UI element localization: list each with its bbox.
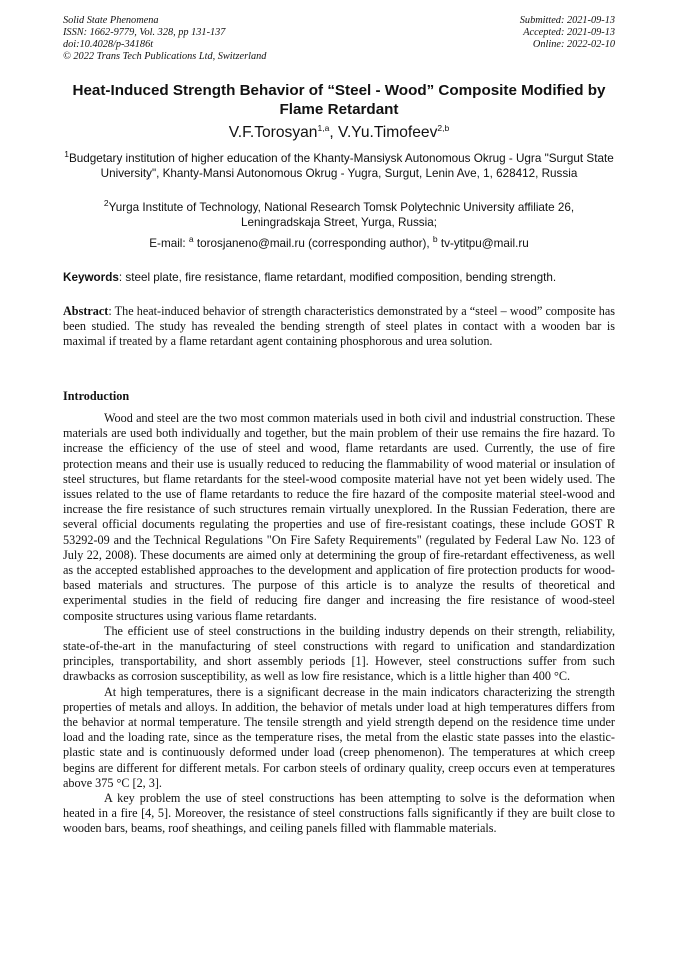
journal-doi: doi:10.4028/p-34186t — [63, 39, 154, 50]
affiliation-1-mark: 1 — [64, 149, 70, 160]
abstract-label: Abstract — [63, 304, 109, 318]
abstract — [63, 304, 615, 350]
journal-name: Solid State Phenomena — [63, 15, 159, 26]
email-a: torosjaneno@mail.ru (corresponding author), — [193, 237, 433, 250]
section-heading-introduction: Introduction — [63, 389, 130, 403]
author-2-affiliation-mark: 2,b — [437, 122, 450, 133]
affiliation-2-mark: 2 — [103, 198, 109, 209]
journal-header-right — [520, 15, 615, 51]
submitted-date: Submitted: 2021-09-13 — [519, 15, 615, 26]
keywords-text: : steel plate, fire resistance, flame retardant, modified composition, bending strength. — [118, 271, 557, 284]
keywords-label: Keywords — [63, 271, 119, 284]
paper-title: Heat-Induced Strength Behavior of “Steel - Wood” Composite Modified by Flame Retardant — [72, 82, 606, 118]
journal-copyright: © 2022 Trans Tech Publications Ltd, Switzerland — [63, 51, 267, 62]
paragraph: A key problem the use of steel constructions has been attempting to solve is the deformation when heated in a fire [4, 5]. Moreover, the resistance of steel constructions falls significantly if they are built close to wooden bars, beams, roof sheathings, and ceiling panels filled with flammable materials. — [63, 791, 615, 836]
paragraph: At high temperatures, there is a significant decrease in the main indicators characterizing the strength properties of metals and alloys. In addition, the behavior of metals under load at high temperatures differs from the behavior at normal temperature. The tensile strength and yield strength depend on the residence time under load and the loading rate, since as the temperature rises, the metal from the elastic state passes into the elastic-plastic state and is continuously deformed under load (creep phenomenon). The temperatures at which creep begins are different for different metals. For carbon steels of ordinary quality, creep occurs even at temperatures above 375 °C [2, 3]. — [63, 684, 615, 790]
email-b-mark: b — [432, 234, 438, 245]
email-a-mark: a — [188, 234, 194, 245]
affiliation-2-text: Yurga Institute of Technology, National Research Tomsk Polytechnic University affiliate 26, Leningradskaja Street, Yurga, Russia; — [108, 201, 575, 229]
paragraph: The efficient use of steel constructions in the building industry depends on their strength, reliability, state-of-the-art in the manufacturing of steel constructions with regard to unification and standardization principles, transportability, and short assembly periods [1]. However, steel constructions suffer from such drawbacks as corrosion susceptibility, as well as low fire resistance, which is a little higher than 400 °C. — [63, 623, 615, 684]
introduction-body — [63, 411, 615, 837]
abstract-text: : The heat-induced behavior of strength characteristics demonstrated by a “steel – wood” composite has been studied. The study has revealed the bending strength of steel plates in contact with a wooden bar is maximal if treated by a flame retardant agent containing phosphorous and urea solution. — [63, 304, 615, 349]
paragraph: Wood and steel are the two most common materials used in both civil and industrial construction. These materials are used both individually and together, but the main problem of their use remains the fire hazard. To increase the efficiency of the use of steel and wood, flame retardants are used. Currently, the use of fire protection means and their use is usually reduced to reducing the flammability of wood material or insulation of steel structures, but flame retardants for the steel-wood composite material have not yet been widely used. The issues related to the use of flame retardants to reduce the fire hazard of the composite material steel-wood and increase the fire resistance of such structures remain virtually unexplored. In the Russian Federation, there are several official documents regulating the properties and use of fire-resistant coatings, these include GOST R 53292-09 and the Technical Regulations "On Fire Safety Requirements" (regulated by Federal Law No. 123 of July 22, 2008). These documents are aimed only at determining the group of fire-retardant effectiveness, as well as the accepted established approaches to the development and application of fire protection products for wood-based materials and structures. The purpose of this article is to analyze the results of theoretical and experimental studies in the field of reducing fire danger and increasing the fire resistance of wood-steel composite structures using various flame retardants. — [63, 411, 615, 623]
affiliation-1 — [63, 151, 615, 181]
author-2: V.Yu.Timofeev — [337, 124, 438, 141]
email-label: E-mail: — [149, 237, 189, 250]
affiliation-2 — [63, 200, 615, 230]
accepted-date: Accepted: 2021-09-13 — [523, 27, 615, 38]
author-1-affiliation-mark: 1,a — [317, 122, 330, 133]
affiliation-1-text: Budgetary institution of higher education of the Khanty-Mansiysk Autonomous Okrug - Ugra "Surgut State University", Khanty-Mansi Autonomous Okrug - Yugra, Surgut, Lenin Ave, 1, 628412, Russia — [69, 152, 614, 180]
email-line — [63, 236, 615, 251]
journal-header-left — [63, 15, 266, 63]
author-separator: , — [329, 124, 338, 141]
journal-issn: ISSN: 1662-9779, Vol. 328, pp 131-137 — [63, 27, 226, 38]
email-b: tv-ytitpu@mail.ru — [437, 237, 529, 250]
keywords — [63, 270, 615, 285]
author-line — [63, 124, 615, 142]
online-date: Online: 2022-02-10 — [532, 39, 615, 50]
author-1: V.F.Torosyan — [228, 124, 318, 141]
